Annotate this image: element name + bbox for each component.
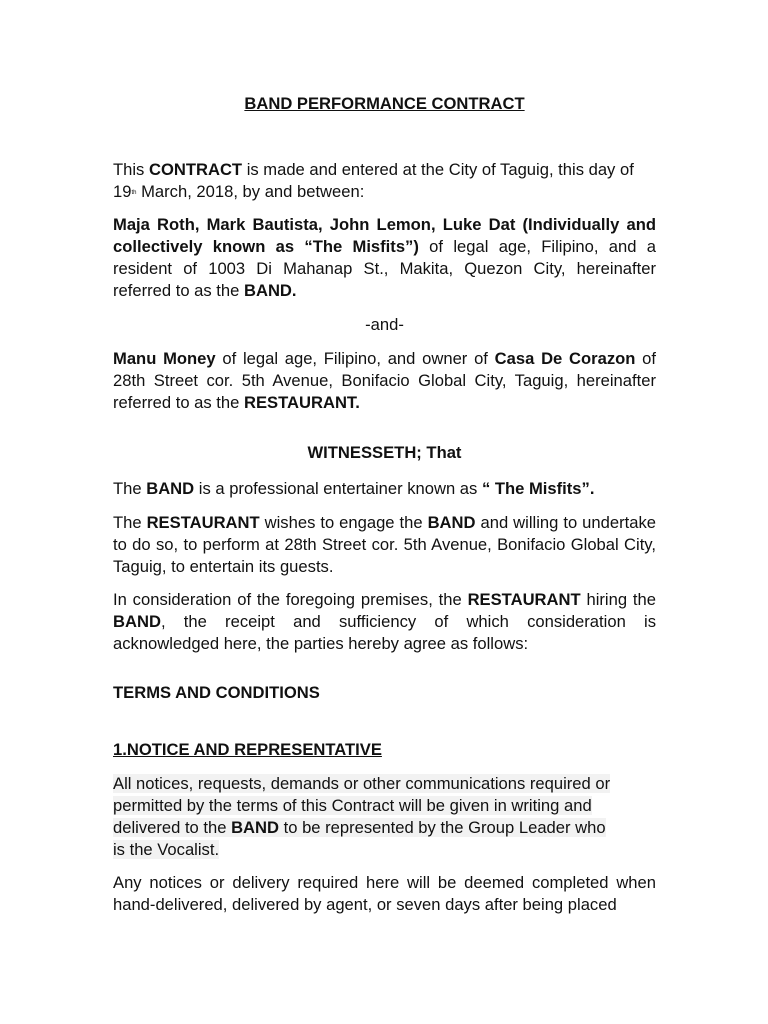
notices-line-2: permitted by the terms of this Contract will be given in writing and — [113, 796, 592, 815]
delivery-paragraph: Any notices or delivery required here will be deemed completed when hand-delivered, delivered by agent, or seven days after being placed — [113, 873, 656, 914]
band-known-text-2: is a professional entertainer known as — [194, 479, 482, 498]
terms-heading-text: TERMS AND CONDITIONS — [113, 683, 320, 702]
restaurant-keyword: RESTAURANT — [146, 513, 260, 532]
band-member-names: Maja Roth, Mark Bautista, John Lemon, Luke Dat (Individually and collectively known as “The Misfits”) — [113, 215, 656, 256]
notices-paragraph — [113, 773, 656, 861]
engage-text: The — [113, 513, 147, 532]
notices-line-4: is the Vocalist. — [113, 840, 220, 859]
intro-paragraph — [113, 159, 656, 203]
band-label: BAND. — [243, 281, 297, 300]
restaurant-owner-name: Manu Money — [113, 349, 216, 368]
band-known-paragraph — [113, 478, 656, 500]
consideration-text: In consideration of the foregoing premises, the — [113, 590, 468, 609]
section-1-heading — [113, 739, 656, 761]
notices-line-1: All notices, requests, demands or other communications required or — [113, 774, 611, 793]
notices-line-3: delivered to the BAND to be represented by the Group Leader who — [113, 818, 606, 837]
intro-date-text: is made and entered at the City of Taguig, this day of 19 — [113, 160, 634, 201]
consideration-text-2: hiring the — [580, 590, 656, 609]
band-keyword: BAND — [231, 818, 280, 837]
band-party-details: of legal age, Filipino, and a resident of 1003 Di Mahanap St., Makita, Quezon City, hereinafter referred to as the — [113, 237, 656, 300]
contract-keyword: CONTRACT — [148, 160, 243, 179]
terms-heading — [113, 682, 656, 704]
intro-end-text: March, 2018, by and between: — [136, 182, 365, 201]
band-known-text: The — [113, 479, 147, 498]
band-keyword: BAND — [146, 479, 195, 498]
venue-name: Casa De Corazon — [494, 349, 636, 368]
band-known-name: “ The Misfits”. — [481, 479, 595, 498]
band-keyword: BAND — [427, 513, 476, 532]
restaurant-label: RESTAURANT. — [243, 393, 360, 412]
consideration-text-3: , the receipt and sufficiency of which consideration is acknowledged here, the parties hereby agree as follows: — [113, 612, 656, 653]
consideration-paragraph — [113, 589, 656, 655]
and-separator: -and- — [365, 315, 404, 334]
engage-text-2: wishes to engage the — [259, 513, 428, 532]
witnesseth-heading — [113, 442, 656, 464]
engage-paragraph — [113, 512, 656, 578]
witnesseth-text: WITNESSETH; That — [307, 443, 462, 462]
restaurant-address-text: of 28th Street cor. 5th Avenue, Bonifacio Global City, Taguig, hereinafter referred to as the — [113, 349, 656, 412]
band-keyword: BAND — [113, 612, 161, 631]
engage-text-3: and willing to undertake to do so, to perform at 28th Street cor. 5th Avenue, Bonifacio Global City, Taguig, to entertain its guests. — [113, 513, 656, 576]
restaurant-party-paragraph — [113, 348, 656, 414]
date-suffix: th — [131, 190, 137, 196]
intro-text: This — [113, 160, 149, 179]
document-title: BAND PERFORMANCE CONTRACT — [244, 94, 525, 113]
restaurant-party-text: of legal age, Filipino, and owner of — [215, 349, 495, 368]
section-1-heading-text: 1.NOTICE AND REPRESENTATIVE — [113, 740, 382, 759]
band-party-paragraph — [113, 214, 656, 302]
restaurant-keyword: RESTAURANT — [467, 590, 581, 609]
